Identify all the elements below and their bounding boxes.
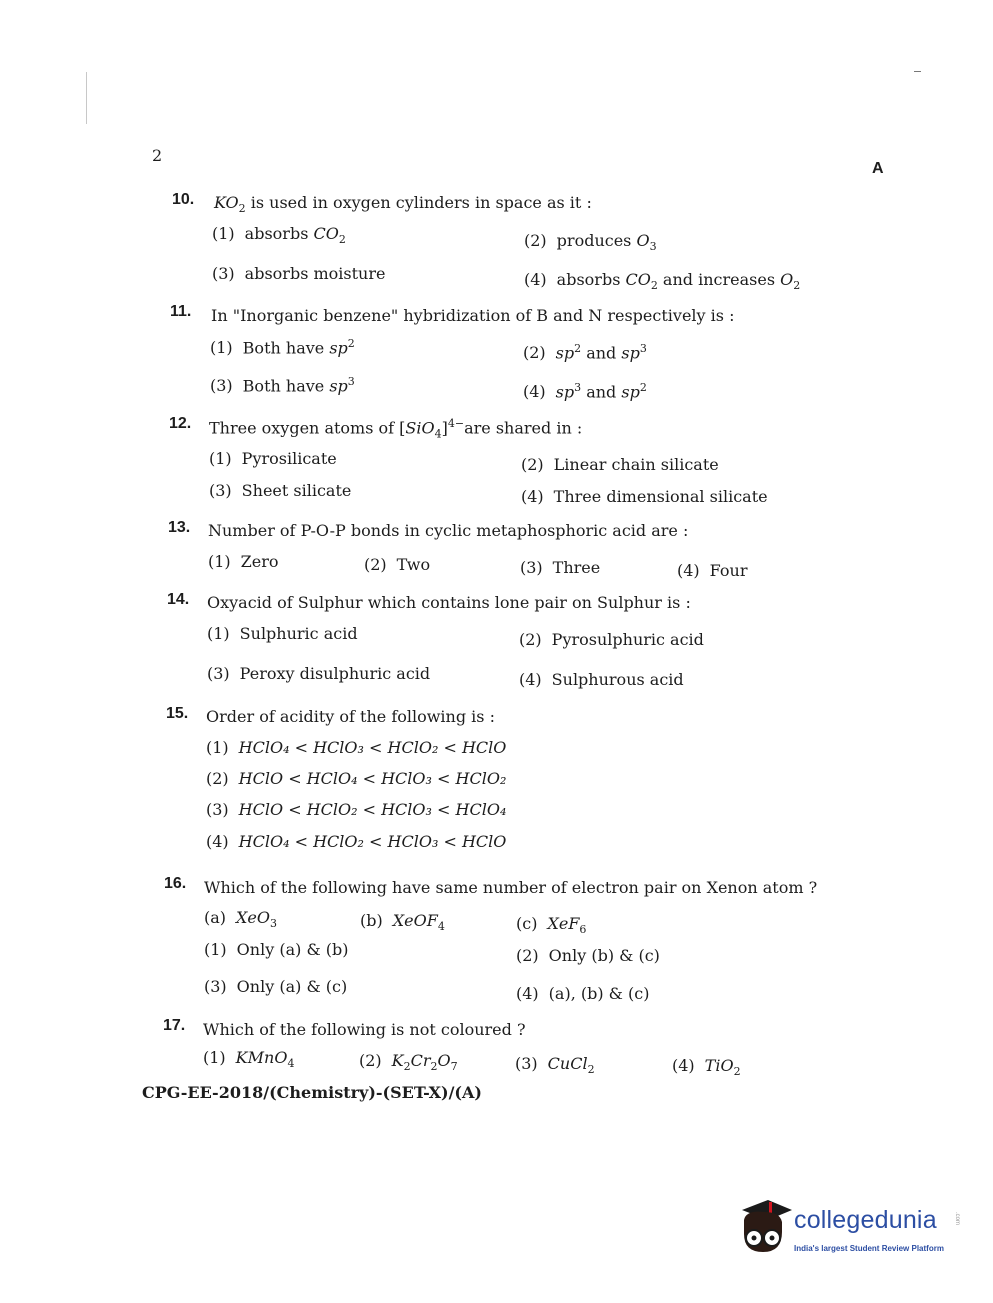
option-4: (4) absorbs $CO_2$ and increases $O_2$ [524,270,801,293]
option-4: (4) TiO$_2$ [672,1056,741,1079]
option-1: (1) Zero [208,552,279,571]
collegedunia-logo [736,1196,966,1266]
option-1: (1) Pyrosilicate [209,449,337,468]
question-stem: Which of the following is not coloured ? [203,1020,526,1039]
option-2: (2) HClO < HClO₄ < HClO₃ < HClO₂ [206,769,507,788]
option-3: (3) absorbs moisture [212,264,386,283]
option-3: (3) HClO < HClO₂ < HClO₃ < HClO₄ [206,800,507,819]
option-1: (1) KMnO$_4$ [203,1048,295,1071]
scan-tick-mark [914,71,921,72]
page-number: 2 [152,146,163,165]
question-stem: Which of the following have same number of electron pair on Xenon atom ? [204,878,818,897]
option-2: (2) Linear chain silicate [521,455,719,474]
option-3: (3) Both have $sp^3$ [210,375,355,396]
scan-margin-line [86,72,87,124]
option-4: (4) HClO₄ < HClO₂ < HClO₃ < HClO [206,832,507,851]
option-2: (2) $K_2Cr_2O_7$ [359,1051,458,1074]
question-stem: In "Inorganic benzene" hybridization of B and N respectively is : [211,306,735,325]
option-1: (1) HClO₄ < HClO₃ < HClO₂ < HClO [206,738,507,757]
question-number: 14. [167,591,190,608]
option-2: (2) $sp^2$ and $sp^3$ [523,342,647,363]
option-2: (2) Only (b) & (c) [516,946,660,965]
question-number: 12. [169,415,192,432]
option-2: (2) produces $O_3$ [524,231,657,254]
option-4: (4) Three dimensional silicate [521,487,768,506]
option-3: (3) Only (a) & (c) [204,977,348,996]
question-number: 11. [170,303,192,320]
option-3: (3) Three [520,558,601,577]
statement-c: (c) XeF$_6$ [516,914,587,937]
question-number: 13. [168,519,191,536]
mascot-icon [736,1196,794,1258]
question-number: 15. [166,705,189,722]
option-1: (1) absorbs $CO_2$ [212,224,346,247]
set-label: A [872,160,884,177]
option-3: (3) Peroxy disulphuric acid [207,664,431,683]
question-stem: Oxyacid of Sulphur which contains lone pair on Sulphur is : [207,593,691,612]
option-1: (1) Sulphuric acid [207,624,358,643]
question-number: 10. [172,191,195,208]
option-3: (3) Sheet silicate [209,481,352,500]
option-4: (4) $sp^3$ and $sp^2$ [523,381,647,402]
option-4: (4) Sulphurous acid [519,670,684,689]
logo-suffix: .com [954,1212,960,1226]
question-number: 16. [164,875,187,892]
option-1: (1) Both have $sp^2$ [210,337,355,358]
question-number: 17. [163,1017,186,1034]
paper-code-footer: CPG-EE-2018/(Chemistry)-(SET-X)/(A) [142,1083,482,1102]
logo-tagline: India's largest Student Review Platform [794,1244,944,1253]
option-3: (3) CuCl$_2$ [515,1054,595,1077]
option-4: (4) Four [677,561,748,580]
question-stem: Order of acidity of the following is : [206,707,495,726]
option-2: (2) Pyrosulphuric acid [519,630,704,649]
logo-wordmark: collegedunia [794,1206,937,1234]
statement-b: (b) XeOF$_4$ [360,911,445,934]
option-2: (2) Two [364,555,431,574]
option-1: (1) Only (a) & (b) [204,940,349,959]
option-4: (4) (a), (b) & (c) [516,984,650,1003]
question-stem: $KO_2$ is used in oxygen cylinders in space as it : [214,193,592,216]
question-stem: Three oxygen atoms of $[SiO_4]^{4-}are$ shared in : [209,417,583,441]
statement-a: (a) XeO$_3$ [204,908,278,931]
question-stem: Number of P-O-P bonds in cyclic metaphosphoric acid are : [208,521,689,540]
